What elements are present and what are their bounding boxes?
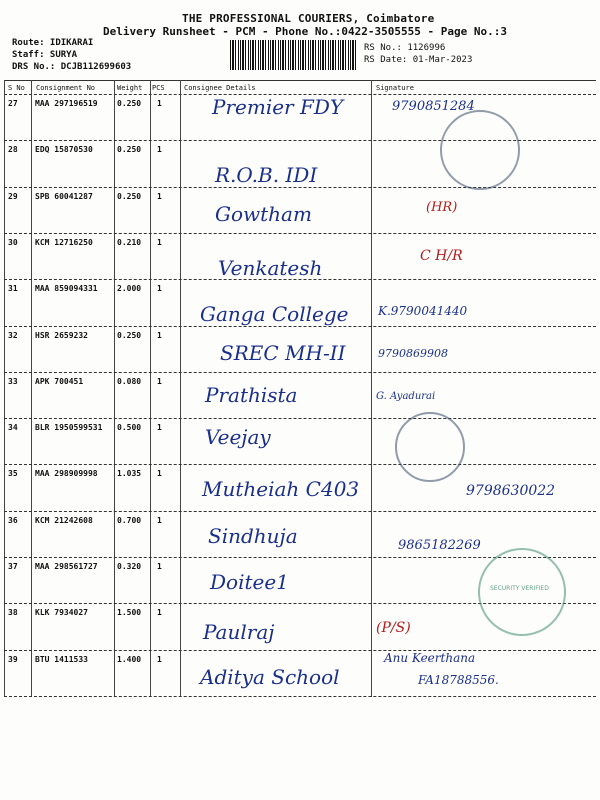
col-header-consignee: Consignee Details <box>184 84 256 92</box>
row-signature: 9865182269 <box>398 537 481 553</box>
row-consignment-no: MAA 298909998 <box>35 469 98 479</box>
row-consignment-no: MAA 298561727 <box>35 562 98 571</box>
row-consignee: R.O.B. IDI <box>215 163 318 188</box>
row-pcs: 1 <box>157 515 162 525</box>
row-sno: 34 <box>8 423 18 433</box>
rs-number: RS No.: 1126996 <box>364 43 446 53</box>
staff-label: Staff: SURYA <box>12 50 78 60</box>
col-header-sno: S No <box>8 84 25 92</box>
row-consignment-no: KCM 12716250 <box>35 237 93 247</box>
row-consignee: Sindhuja <box>208 523 298 548</box>
row-pcs: 1 <box>157 145 162 155</box>
row-signature: 9790851284 <box>392 99 475 114</box>
row-sno: 29 <box>8 191 18 201</box>
row-weight: 0.320 <box>117 562 142 571</box>
row-sno: 36 <box>8 515 18 525</box>
route-label: Route: IDIKARAI <box>12 38 94 48</box>
row-divider <box>4 464 596 465</box>
row-sno: 31 <box>8 284 18 294</box>
row-pcs: 1 <box>157 330 162 340</box>
col-divider <box>150 80 151 697</box>
row-consignee: Premier FDY <box>212 95 344 119</box>
row-pcs: 1 <box>157 376 162 386</box>
row-sno: 32 <box>8 330 18 340</box>
company-title: THE PROFESSIONAL COURIERS, Coimbatore <box>182 12 435 25</box>
table-top-border <box>4 80 596 81</box>
row-sno: 30 <box>8 237 18 247</box>
row-sno: 35 <box>8 469 18 479</box>
row-consignment-no: MAA 297196519 <box>35 99 98 108</box>
row-signature-line2: FA18788556. <box>418 672 499 687</box>
row-weight: 1.400 <box>117 654 142 664</box>
row-sno: 39 <box>8 654 18 664</box>
security-verified-stamp <box>478 548 566 636</box>
row-consignment-no: KCM 21242608 <box>35 515 93 525</box>
row-divider <box>4 372 596 373</box>
postal-stamp <box>395 412 465 482</box>
row-weight: 1.500 <box>117 608 142 618</box>
row-pcs: 1 <box>157 608 162 618</box>
row-pcs: 1 <box>157 654 162 664</box>
row-pcs: 1 <box>157 562 162 571</box>
row-divider <box>4 187 596 188</box>
row-signature: C H/R <box>420 247 463 264</box>
row-consignee: Mutheiah C403 <box>202 477 360 502</box>
row-consignee: Veejay <box>205 425 271 450</box>
row-sno: 28 <box>8 145 18 155</box>
row-signature: (P/S) <box>376 620 411 637</box>
row-weight: 0.250 <box>117 330 142 340</box>
row-consignment-no: MAA 859094331 <box>35 284 98 294</box>
row-weight: 0.700 <box>117 515 142 525</box>
stamp-text: SECURITY VERIFIED <box>490 585 549 592</box>
row-sno: 33 <box>8 376 18 386</box>
runsheet-subtitle: Delivery Runsheet - PCM - Phone No.:0422-3505555 - Page No.:3 <box>103 25 507 38</box>
rs-date: RS Date: 01-Mar-2023 <box>364 55 473 65</box>
row-weight: 0.250 <box>117 99 142 108</box>
row-weight: 0.210 <box>117 237 142 247</box>
col-divider <box>180 80 181 697</box>
row-divider <box>4 696 596 697</box>
row-divider <box>4 418 596 419</box>
row-signature: 9790869908 <box>378 346 448 360</box>
row-consignee: Venkatesh <box>218 255 323 280</box>
col-header-weight: Weight <box>117 84 143 92</box>
row-consignee: Aditya School <box>200 664 340 689</box>
drs-number: DRS No.: DCJB112699603 <box>12 62 132 72</box>
row-signature: Anu Keerthana <box>384 650 476 665</box>
row-weight: 0.250 <box>117 145 142 155</box>
postal-stamp <box>440 110 520 190</box>
col-divider <box>114 80 115 697</box>
row-sno: 38 <box>8 608 18 618</box>
row-weight: 2.000 <box>117 284 142 294</box>
row-consignment-no: EDQ 15870530 <box>35 145 93 155</box>
row-signature: G. Ayadurai <box>376 390 436 402</box>
row-divider <box>4 279 596 280</box>
row-sno: 37 <box>8 562 18 571</box>
row-consignee: SREC MH-II <box>220 340 346 365</box>
row-weight: 1.035 <box>117 469 142 479</box>
row-pcs: 1 <box>157 237 162 247</box>
row-consignee: Doitee1 <box>210 570 289 594</box>
barcode <box>230 40 358 70</box>
row-signature: 9798630022 <box>466 483 556 500</box>
row-consignment-no: HSR 2659232 <box>35 330 88 340</box>
row-divider <box>4 650 596 651</box>
row-consignee: Gowtham <box>215 201 312 226</box>
col-header-consignment: Consignment No <box>36 84 96 92</box>
row-weight: 0.500 <box>117 423 142 433</box>
row-pcs: 1 <box>157 191 162 201</box>
row-signature: (HR) <box>426 199 458 215</box>
row-consignment-no: BLR 1950599531 <box>35 423 103 433</box>
col-divider <box>31 80 32 697</box>
row-consignment-no: KLK 7934027 <box>35 608 88 618</box>
row-consignee: Paulraj <box>203 620 275 645</box>
row-consignment-no: SPB 60041287 <box>35 191 93 201</box>
row-divider <box>4 233 596 234</box>
col-divider <box>371 80 372 697</box>
row-divider <box>4 326 596 327</box>
row-weight: 0.080 <box>117 376 142 386</box>
row-consignment-no: BTU 1411533 <box>35 654 88 664</box>
row-weight: 0.250 <box>117 191 142 201</box>
row-consignment-no: APK 700451 <box>35 376 84 386</box>
col-header-signature: Signature <box>376 84 414 92</box>
row-pcs: 1 <box>157 99 162 108</box>
row-pcs: 1 <box>157 469 162 479</box>
row-consignee: Ganga College <box>200 302 349 327</box>
row-pcs: 1 <box>157 284 162 294</box>
row-sno: 27 <box>8 99 18 108</box>
col-header-pcs: PCS <box>152 84 165 92</box>
row-pcs: 1 <box>157 423 162 433</box>
col-divider <box>4 80 5 697</box>
row-consignee: Prathista <box>205 382 298 407</box>
row-signature: K.9790041440 <box>378 304 468 319</box>
row-divider <box>4 511 596 512</box>
